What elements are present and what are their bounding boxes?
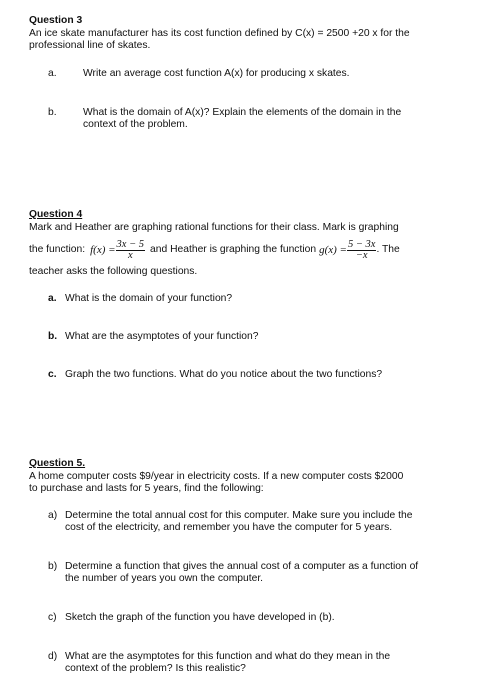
- question-4-prompt-line-3: teacher asks the following questions.: [29, 266, 198, 277]
- question-4c-text: Graph the two functions. What do you notice about the two functions?: [65, 369, 383, 380]
- question-5d-line-2: context of the problem? Is this realistic?: [65, 663, 246, 674]
- question-5-prompt-line-1: A home computer costs $9/year in electricity costs. If a new computer costs $2000: [29, 471, 404, 482]
- question-4-heading: Question 4: [29, 209, 83, 220]
- question-4c-marker: c.: [48, 369, 57, 380]
- question-5d-marker: d): [48, 651, 58, 662]
- question-5d-line-1: What are the asymptotes for this function and what do they mean in the: [65, 651, 391, 662]
- question-5-heading: Question 5.: [29, 458, 86, 469]
- question-5b-line-2: the number of years you own the computer.: [65, 573, 264, 584]
- text-the: . The: [376, 244, 400, 255]
- g-lhs: g(x) =: [319, 244, 347, 256]
- question-4a-text: What is the domain of your function?: [65, 293, 233, 304]
- question-5b-line-1: Determine a function that gives the annual cost of a computer as a function of: [65, 561, 419, 572]
- question-5a-marker: a): [48, 510, 58, 521]
- question-5b-marker: b): [48, 561, 58, 572]
- question-3-heading: Question 3: [29, 15, 83, 26]
- f-lhs: f(x) =: [90, 244, 116, 256]
- text-the-function: the function:: [29, 244, 86, 255]
- question-3b-marker: b.: [48, 107, 57, 118]
- text-heather-graphing: and Heather is graphing the function: [150, 244, 317, 255]
- question-3a-marker: a.: [48, 68, 57, 79]
- g-denominator: −x: [355, 249, 368, 261]
- question-4-prompt-line-1: Mark and Heather are graphing rational functions for their class. Mark is graphing: [29, 222, 399, 233]
- f-denominator: x: [127, 249, 133, 261]
- f-fraction: [116, 240, 146, 261]
- f-numerator: 3x − 5: [116, 238, 145, 250]
- question-3a-text: Write an average cost function A(x) for producing x skates.: [83, 68, 350, 79]
- question-3b-line-1: What is the domain of A(x)? Explain the elements of the domain in the: [83, 107, 402, 118]
- question-5c-text: Sketch the graph of the function you have developed in (b).: [65, 612, 335, 623]
- question-5-prompt-line-2: to purchase and lasts for 5 years, find the following:: [29, 483, 264, 494]
- question-3-prompt-line-1: An ice skate manufacturer has its cost function defined by C(x) = 2500 +20 x for the: [29, 28, 410, 39]
- question-4-functions-line: [29, 237, 400, 263]
- question-4b-text: What are the asymptotes of your function?: [65, 331, 259, 342]
- question-5a-line-2: cost of the electricity, and remember you have the computer for 5 years.: [65, 522, 393, 533]
- question-4b-marker: b.: [48, 331, 58, 342]
- g-fraction: [347, 240, 377, 261]
- question-4a-marker: a.: [48, 293, 57, 304]
- question-3b-line-2: context of the problem.: [83, 119, 188, 130]
- question-3-prompt-line-2: professional line of skates.: [29, 40, 151, 51]
- question-5a-line-1: Determine the total annual cost for this computer. Make sure you include the: [65, 510, 413, 521]
- g-numerator: 5 − 3x: [347, 238, 376, 250]
- question-5c-marker: c): [48, 612, 57, 623]
